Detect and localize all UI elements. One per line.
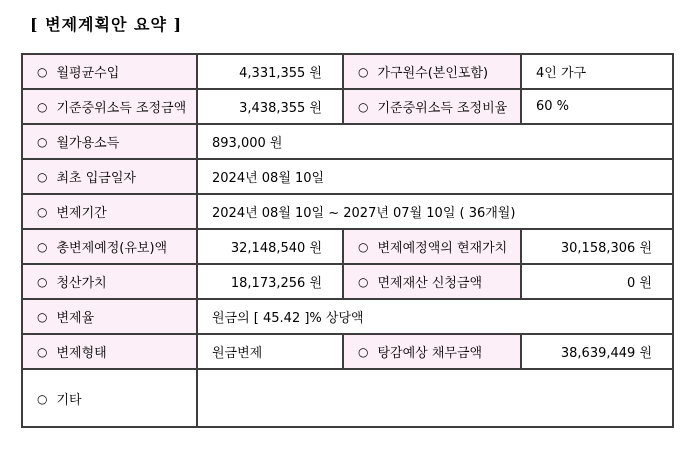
circle-bullet-icon: ○ — [358, 345, 369, 359]
label-cell-monthly-avg-income — [22, 54, 197, 89]
label-cell-median-income-adjusted-amount — [22, 89, 197, 124]
value-cell-repayment-rate: 원금의 [ 45.42 ]% 상당액 — [197, 299, 673, 334]
circle-bullet-icon: ○ — [37, 391, 48, 406]
circle-bullet-icon: ○ — [37, 170, 48, 184]
circle-bullet-icon: ○ — [37, 65, 48, 79]
label-text: 총변제예정(유보)액 — [56, 241, 168, 256]
circle-bullet-icon: ○ — [37, 205, 48, 219]
page-title: [ 변제계획안 요약 ] — [30, 15, 183, 34]
label-text: 청산가치 — [56, 276, 107, 291]
label-text: 변제형태 — [56, 346, 107, 361]
value-cell-expected-forgiven-debt: 38,639,449 원 — [521, 334, 673, 369]
label-cell-exempt-property-request — [343, 264, 521, 299]
circle-bullet-icon: ○ — [358, 100, 369, 114]
table-row-liquidation-value — [22, 264, 673, 299]
label-cell-total-expected-repayment — [22, 229, 197, 264]
value-cell-repayment-type: 원금변제 — [197, 334, 343, 369]
table-row-repayment-type — [22, 334, 673, 369]
circle-bullet-icon: ○ — [37, 310, 48, 324]
value-cell-first-deposit-date: 2024년 08월 10일 — [197, 159, 673, 194]
table-row-total-expected-repayment — [22, 229, 673, 264]
label-text: 월가용소득 — [56, 136, 120, 151]
label-text: 기준중위소득 조정금액 — [56, 101, 187, 116]
label-text: 기준중위소득 조정비율 — [377, 101, 508, 116]
value-cell-household-size: 4인 가구 — [521, 54, 673, 89]
value-cell-liquidation-value: 18,173,256 원 — [197, 264, 343, 299]
label-cell-household-size — [343, 54, 521, 89]
label-text: 월평균수입 — [56, 66, 120, 81]
label-cell-repayment-period — [22, 194, 197, 229]
label-cell-first-deposit-date — [22, 159, 197, 194]
label-text: 면제재산 신청금액 — [377, 276, 483, 291]
circle-bullet-icon: ○ — [37, 100, 48, 114]
table-row-etc — [22, 369, 673, 427]
value-cell-monthly-disposable-income: 893,000 원 — [197, 124, 673, 159]
label-cell-median-income-adjust-ratio — [343, 89, 521, 124]
table-row-monthly-avg-income — [22, 54, 673, 89]
table-row-monthly-disposable-income — [22, 124, 673, 159]
circle-bullet-icon: ○ — [37, 275, 48, 289]
label-text: 최초 입금일자 — [56, 171, 136, 186]
label-cell-repayment-rate — [22, 299, 197, 334]
table-row-first-deposit-date — [22, 159, 673, 194]
value-cell-median-income-adjust-ratio: 60 % — [521, 89, 673, 124]
circle-bullet-icon: ○ — [358, 65, 369, 79]
circle-bullet-icon: ○ — [37, 135, 48, 149]
label-cell-liquidation-value — [22, 264, 197, 299]
label-text: 변제기간 — [56, 206, 107, 221]
value-cell-repayment-period: 2024년 08월 10일 ~ 2027년 07월 10일 ( 36개월) — [197, 194, 673, 229]
label-text: 가구원수(본인포함) — [377, 66, 489, 81]
table-row-repayment-rate — [22, 299, 673, 334]
repayment-plan-summary-table — [21, 53, 674, 428]
value-cell-median-income-adjusted-amount: 3,438,355 원 — [197, 89, 343, 124]
label-cell-present-value-of-repayment — [343, 229, 521, 264]
label-text: 기타 — [56, 392, 82, 408]
value-cell-total-expected-repayment: 32,148,540 원 — [197, 229, 343, 264]
value-cell-exempt-property-request: 0 원 — [521, 264, 673, 299]
circle-bullet-icon: ○ — [37, 240, 48, 254]
label-cell-etc — [22, 369, 197, 427]
label-cell-expected-forgiven-debt — [343, 334, 521, 369]
label-text: 탕감예상 채무금액 — [377, 346, 483, 361]
label-cell-monthly-disposable-income — [22, 124, 197, 159]
value-cell-monthly-avg-income: 4,331,355 원 — [197, 54, 343, 89]
value-cell-present-value-of-repayment: 30,158,306 원 — [521, 229, 673, 264]
label-text: 변제예정액의 현재가치 — [377, 241, 508, 256]
table-row-repayment-period — [22, 194, 673, 229]
circle-bullet-icon: ○ — [358, 275, 369, 289]
circle-bullet-icon: ○ — [358, 240, 369, 254]
label-text: 변제율 — [56, 311, 95, 326]
label-cell-repayment-type — [22, 334, 197, 369]
circle-bullet-icon: ○ — [37, 345, 48, 359]
value-cell-etc — [197, 369, 673, 427]
table-row-median-income-adjusted — [22, 89, 673, 124]
